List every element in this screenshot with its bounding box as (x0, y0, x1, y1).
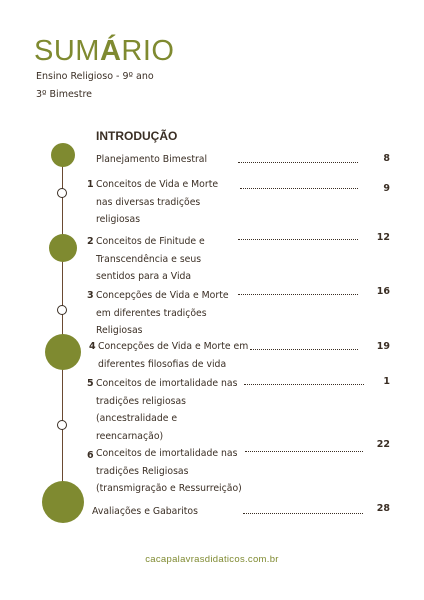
entry-number: 2 (87, 236, 94, 247)
timeline-dot-large (42, 481, 84, 523)
toc-entry-5[interactable]: Conceitos de imortalidade nas tradições religiosas (ancestralidade e reencarnação) (96, 378, 238, 442)
page-number: 28 (376, 503, 390, 514)
dot-leader (240, 188, 358, 189)
timeline-dot-small (57, 305, 67, 315)
timeline-dot-large (49, 234, 77, 262)
timeline-dot-large (51, 143, 75, 167)
timeline-line (62, 154, 63, 498)
entry-number: 4 (89, 341, 96, 352)
toc-entry-planning[interactable]: Planejamento Bimestral (96, 154, 208, 165)
page-number: 9 (383, 183, 390, 194)
dot-leader (245, 451, 363, 452)
dot-leader (243, 513, 363, 514)
subtitle-term: 3º Bimestre (36, 89, 93, 100)
timeline-dot-small (57, 420, 67, 430)
section-heading: INTRODUÇÃO (96, 129, 178, 143)
dot-leader (238, 162, 358, 163)
toc-entry-6[interactable]: Conceitos de imortalidade nas tradições Religiosas (transmigração e Ressurreição) (96, 448, 242, 494)
page-number: 22 (376, 439, 390, 450)
entry-number: 1 (87, 179, 94, 190)
dot-leader (238, 294, 358, 295)
entry-number: 6 (87, 450, 94, 461)
page-number: 8 (383, 153, 390, 164)
toc-entry-2[interactable]: Conceitos de Finitude e Transcendência e seus sentidos para a Vida (96, 236, 205, 282)
entry-number: 5 (87, 378, 94, 389)
toc-entry-assessments[interactable]: Avaliações e Gabaritos (92, 506, 198, 517)
entry-number: 3 (87, 290, 94, 301)
dot-leader (238, 239, 358, 240)
page-number: 16 (376, 286, 390, 297)
dot-leader (244, 384, 364, 385)
footer-website: cacapalavrasdidaticos.com.br (145, 554, 279, 565)
page-number: 12 (376, 232, 390, 243)
page-title: SUMÁRIO (34, 35, 175, 67)
dot-leader (250, 349, 358, 350)
toc-entry-4[interactable]: Concepções de Vida e Morte em diferentes filosofias de vida (98, 341, 249, 370)
page-number: 1 (383, 376, 390, 387)
subtitle-course: Ensino Religioso - 9º ano (36, 71, 154, 82)
toc-entry-3[interactable]: Concepções de Vida e Morte em diferentes tradições Religiosas (96, 290, 229, 336)
timeline-dot-large (45, 334, 81, 370)
timeline-dot-small (57, 188, 67, 198)
page-number: 19 (376, 341, 390, 352)
toc-entry-1[interactable]: Conceitos de Vida e Morte nas diversas tradições religiosas (96, 179, 219, 225)
